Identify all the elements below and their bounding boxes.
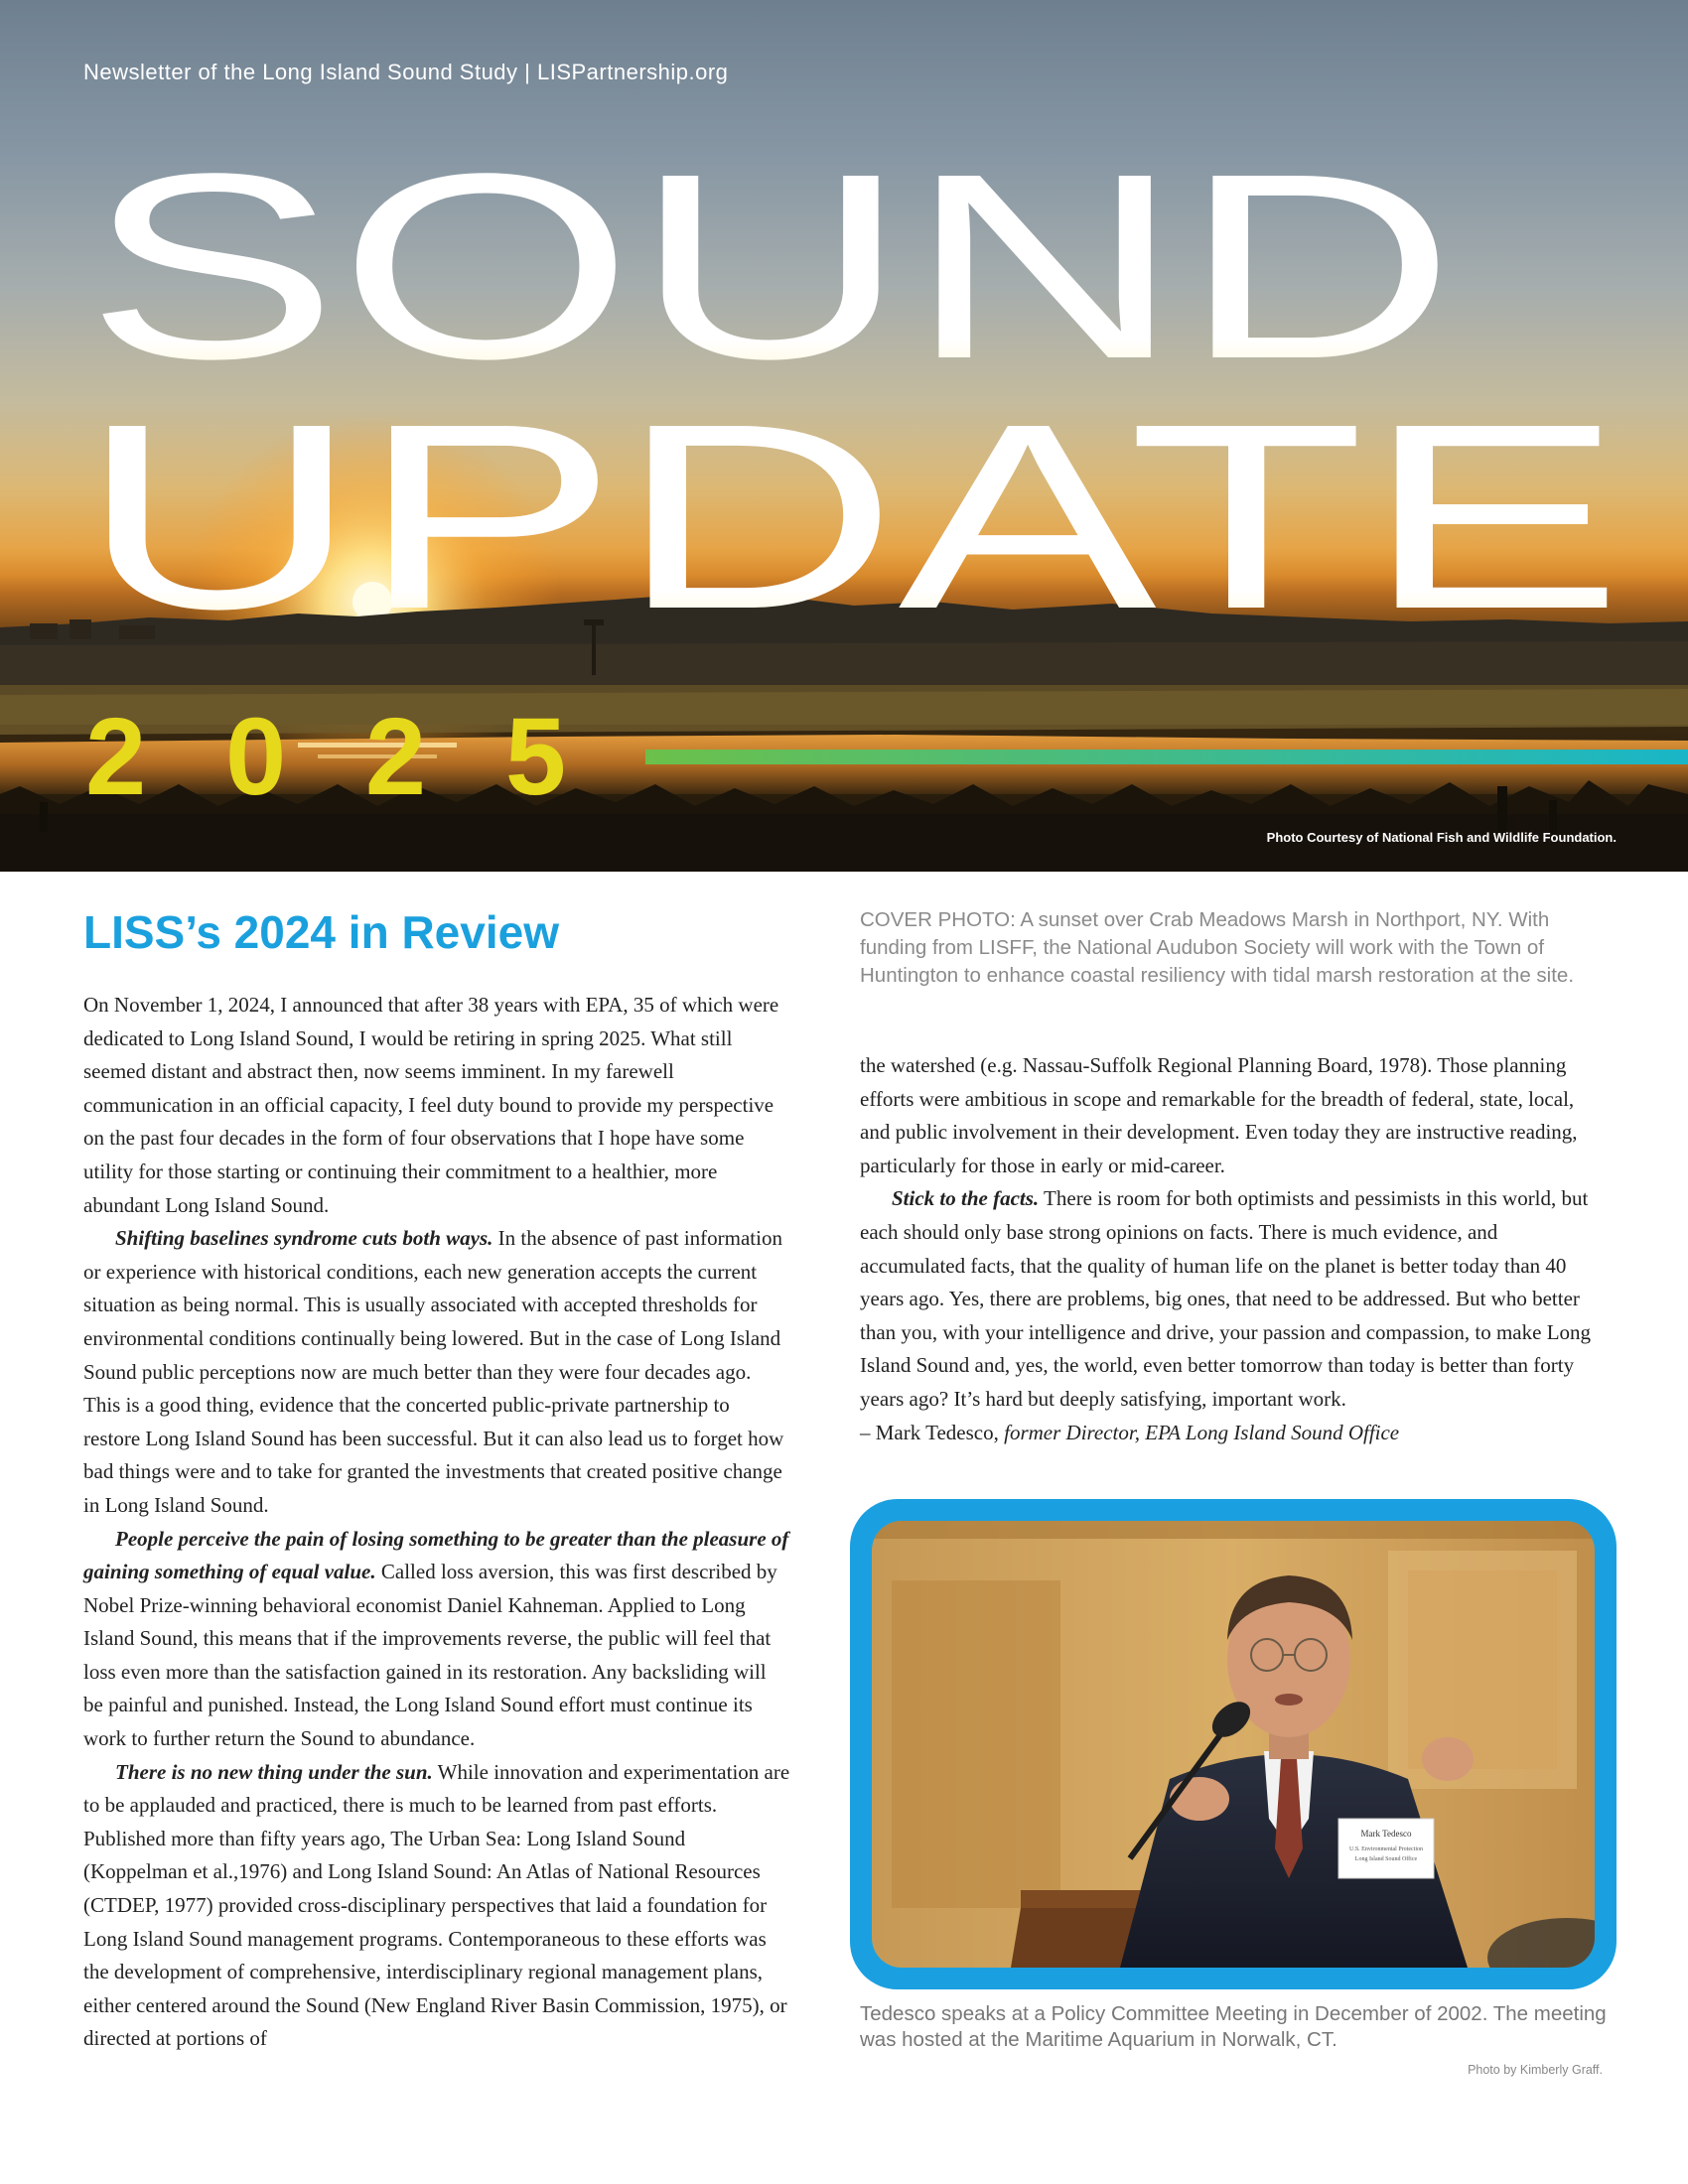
article-title: LISS’s 2024 in Review bbox=[83, 906, 559, 958]
speaker-photo bbox=[872, 1521, 1595, 1968]
article-paragraph-no-new-thing: There is no new thing under the sun. While innovation and experimentation are to be applauded and practiced, there is much to be learned from past efforts. Published more than fifty years ago, The Urban Sea: Long Island Sound (Koppelman et al.,1976) and Long Island Sound: An Atlas of National Resources (CTDEP, 1977) provided cross-disciplinary perspectives that laid a foundation for Long Island Sound management programs. Contemporaneous to these efforts was the development of comprehensive, interdisciplinary regional management plans, either centered around the Sound (New England River Basin Commission, 1975), or directed at portions of bbox=[83, 1759, 790, 2051]
accent-bar bbox=[645, 750, 1688, 764]
cover-photo-credit: Photo Courtesy of National Fish and Wildlife Foundation. bbox=[1266, 830, 1617, 845]
article-left-column bbox=[83, 989, 790, 2056]
sunset-marsh-photo bbox=[0, 0, 1688, 872]
newsletter-tagline: Newsletter of the Long Island Sound Study | LISPartnership.org bbox=[83, 60, 729, 84]
article-right-column bbox=[860, 1049, 1607, 1449]
title-update: UPDATE bbox=[79, 369, 1623, 664]
title-sound: SOUND bbox=[85, 119, 1456, 414]
article-paragraph-shifting-baselines: Shifting baselines syndrome cuts both ways. In the absence of past information or experience with historical conditions, each new generation accepts the current situation as being normal. This is usually associated with accepted thresholds for environmental conditions continually being lowered. But in the case of Long Island Sound public perceptions now are much better than they were four decades ago. This is a good thing, evidence that the concerted public-private partnership to restore Long Island Sound has been successful. But it can also lead us to forget how bad things were and to take for granted the investments that created positive change in Long Island Sound. bbox=[83, 1226, 784, 1517]
lead-phrase: Shifting baselines syndrome cuts both ways. bbox=[115, 1226, 493, 1251]
speaker-photo-caption: Tedesco speaks at a Policy Committee Meeting in December of 2002. The meeting was hosted at the Maritime Aquarium in Norwalk, CT. bbox=[860, 2002, 1607, 2051]
speaker-photo-frame bbox=[850, 1499, 1617, 1989]
lead-phrase: There is no new thing under the sun. bbox=[115, 1759, 433, 1784]
speaker-photo-credit: Photo by Kimberly Graff. bbox=[1468, 2063, 1603, 2077]
name-tag-name: Mark Tedesco bbox=[1360, 1829, 1412, 1839]
cover-photo-caption: COVER PHOTO: A sunset over Crab Meadows Marsh in Northport, NY. With funding from LISFF, the National Audubon Society will work with the Town of Huntington to enhance coastal resiliency with tidal marsh restoration at the site. bbox=[860, 908, 1575, 987]
title-year: 2025 bbox=[85, 696, 566, 818]
name-tag-org: U.S. Environmental Protection bbox=[1349, 1846, 1423, 1852]
article-paragraph-loss-aversion: People perceive the pain of losing something to be greater than the pleasure of gaining something of equal value. Called loss aversion, this was first described by Nobel Prize-winning behavioral economist Daniel Kahneman. Applied to Long Island Sound, this means that if the improvements reverse, the public will feel that loss even more than the satisfaction gained in its restoration. Any backsliding will be painful and punished. Instead, the Long Island Sound effort must continue its work to further return the Sound to abundance. bbox=[83, 1526, 789, 1751]
lead-phrase: Stick to the facts. bbox=[892, 1186, 1040, 1211]
lead-phrase: People perceive the pain of losing something to be greater than the pleasure of gaining something of equal value. bbox=[83, 1526, 789, 1584]
name-tag-office: Long Island Sound Office bbox=[1354, 1856, 1418, 1862]
article-intro-paragraph: On November 1, 2024, I announced that after 38 years with EPA, 35 of which were dedicated to Long Island Sound, I would be retiring in spring 2025. What still seemed distant and abstract then, now seems imminent. In my farewell communication in an official capacity, I feel duty bound to provide my perspective on the past four decades in the form of four observations that I hope have some utility for those starting or continuing their commitment to a healthier, more abundant Long Island Sound. bbox=[83, 993, 779, 1217]
cover-hero bbox=[0, 0, 1688, 872]
speaker-illustration bbox=[872, 1521, 1595, 1968]
article-signature: – Mark Tedesco, former Director, EPA Long Island Sound Office bbox=[860, 1420, 1400, 1444]
article-paragraph-stick-to-facts: Stick to the facts. There is room for both optimists and pessimists in this world, but each should only base strong opinions on facts. There is much evidence, and accumulated facts, that the quality of human life on the planet is better today than 40 years ago. Yes, there are problems, big ones, that need to be addressed. But who better than you, with your intelligence and drive, your passion and compassion, to make Long Island Sound and, yes, the world, even better tomorrow than today is better than forty years ago? It’s hard but deeply satisfying, important work. bbox=[860, 1186, 1592, 1411]
article-continued-paragraph: the watershed (e.g. Nassau-Suffolk Regional Planning Board, 1978). Those planning efforts were ambitious in scope and remarkable for the breadth of federal, state, local, and public involvement in their development. Even today they are instructive reading, particularly for those in early or mid-career. bbox=[860, 1053, 1578, 1177]
